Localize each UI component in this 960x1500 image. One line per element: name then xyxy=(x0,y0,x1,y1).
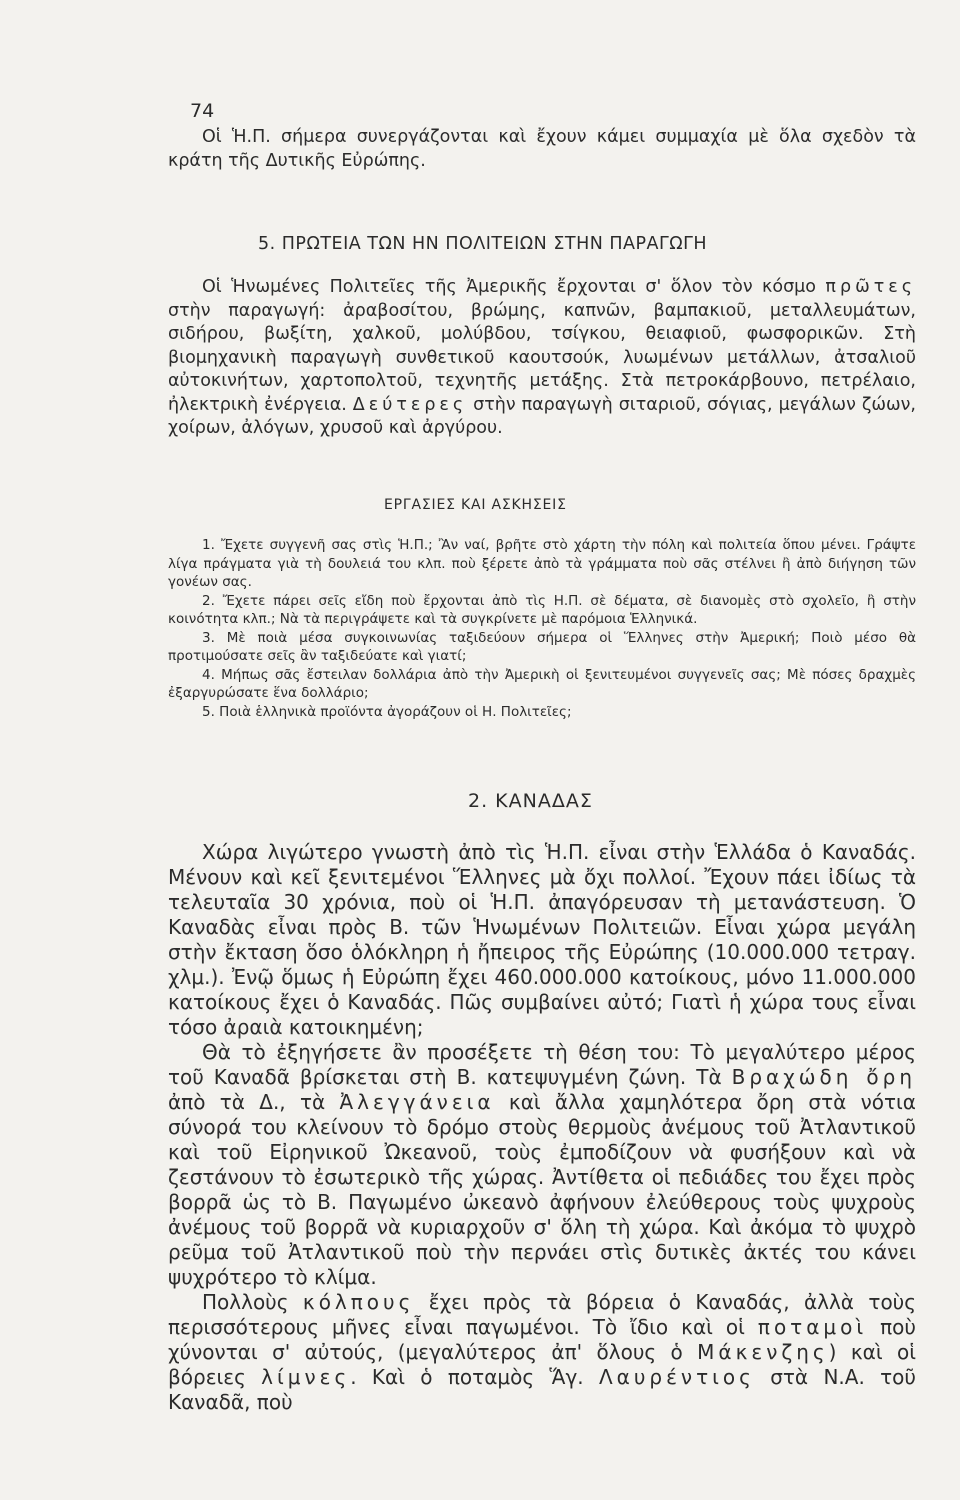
text-run: Οἱ Ἡνωμένες Πολιτεῖες τῆς Ἀμερικῆς ἔρχονται σ' ὅλον τὸν κόσμο xyxy=(202,277,826,297)
text-run: ποὺ χύνονται σ' αὐτούς, (μεγαλύτερος ἀπ' ὅλους ὁ xyxy=(168,1315,916,1364)
exercises-title: ΕΡΓΑΣΙΕΣ ΚΑΙ ΑΣΚΗΣΕΙΣ xyxy=(384,497,567,513)
emphasis-spaced: λίμνες xyxy=(261,1365,351,1389)
exercise-item: 3. Μὲ ποιὰ μέσα συγκοινωνίας ταξιδεύουν σήμερα οἱ Ἕλληνες στὴν Ἀμερική; Ποιὸ μέσο θὰ προτιμούσατε σεῖς ἂν ταξιδεύατε καὶ γιατί; xyxy=(168,629,916,664)
section-5-paragraph xyxy=(168,276,916,441)
text-run: ) καὶ οἱ βόρειες xyxy=(168,1340,916,1389)
exercises-list xyxy=(168,536,916,721)
intro-block xyxy=(168,126,916,173)
text-run: . Καὶ ὁ ποταμὸς Ἅγ. xyxy=(350,1365,599,1389)
emphasis-spaced: κόλπους xyxy=(302,1290,415,1314)
emphasis-spaced: Δεύτερες xyxy=(352,394,468,415)
chapter-paragraph-1: Χώρα λιγώτερο γνωστὴ ἀπὸ τὶς Ἡ.Π. εἶναι στὴν Ἑλλάδα ὁ Καναδάς. Μένουν καὶ κεῖ ξενιτεμένοι Ἕλληνες μὰ ὄχι πολλοί. Ἔχουν πάει ἰδίως τὰ τελευταῖα 30 χρόνια, ποὺ οἱ Ἡ.Π. ἀπαγόρευσαν τὴ μετανάστευση. Ὁ Καναδὰς εἶναι πρὸς Β. τῶν Ἡνωμένων Πολιτειῶν. Εἶναι χώρα μεγάλη στὴν ἔκταση ὅσο ὁλόκληρη ἡ ἤπειρος τῆς Εὐρώπης (10.000.000 τετραγ. χλμ.). Ἐνῷ ὅμως ἡ Εὐρώπη ἔχει 460.000.000 κατοίκους, μόνο 11.000.000 κατοίκους ἔχει ὁ Καναδάς. Πῶς συμβαίνει αὐτό; Γιατὶ ἡ χώρα τους εἶναι τόσο ἀραιὰ κατοικημένη; xyxy=(168,840,916,1039)
emphasis-spaced: πρῶτες xyxy=(825,277,916,297)
emphasis-spaced: Βραχώδη ὄρη xyxy=(731,1065,916,1089)
emphasis-spaced: Λαυρέντιος xyxy=(598,1365,755,1389)
chapter-paragraph-2 xyxy=(168,1040,916,1290)
emphasis-spaced: Μάκενζης xyxy=(697,1340,829,1364)
chapter-body xyxy=(168,840,916,1415)
text-run: στὰ Ν.Α. τοῦ Καναδᾶ, ποὺ xyxy=(168,1365,916,1414)
text-run: ἔχει πρὸς τὰ βόρεια ὁ Καναδάς, ἀλλὰ τοὺς περισσότερους μῆνες εἶναι παγωμένοι. Τὸ ἴδιο καὶ οἱ xyxy=(168,1290,916,1339)
text-run: ἀπὸ τὰ Δ., τὰ xyxy=(168,1090,340,1114)
text-run: στὴν παραγωγή: ἀραβοσίτου, βρώμης, καπνῶν, βαμπακιοῦ, μεταλλευμάτων, σιδήρου, βωξίτη, χαλκοῦ, μολύβδου, τσίγκου, θειαφιοῦ, φωσφορικῶν. Στὴ βιομηχανικὴ παραγωγὴ συνθετικοῦ καουτσούκ, λυωμένων μετάλλων, ἀτσαλιοῦ αὐτοκινήτων, χαρτοπολτοῦ, τεχνητῆς μετάξης. Στὰ πετροκάρβουνο, πετρέλαιο, ἠλεκτρικὴ ἐνέργεια. xyxy=(168,300,916,415)
exercise-item: 4. Μήπως σᾶς ἔστειλαν δολλάρια ἀπὸ τὴν Ἀμερικὴ οἱ ξενιτευμένοι συγγενεῖς σας; Μὲ πόσες δραχμὲς ἐξαργυρώσατε ἕνα δολλάριο; xyxy=(168,666,916,701)
exercise-item: 2. Ἔχετε πάρει σεῖς εἴδη ποὺ ἔρχονται ἀπὸ τὶς Η.Π. σὲ δέματα, σὲ διανομὲς στὸ σχολεῖο, ἢ στὴν κοινότητα κλπ.; Νὰ τὰ περιγράψετε καὶ τὰ συγκρίνετε μὲ παρόμοια Ἑλληνικά. xyxy=(168,592,916,627)
exercise-item: 1. Ἔχετε συγγενῆ σας στὶς Ἡ.Π.; Ἂν ναί, βρῆτε στὸ χάρτη τὴν πόλη καὶ πολιτεία ὅπου μένει. Γράψτε λίγα πράγματα γιὰ τὴ δουλειά του κλπ. ποὺ ξέρετε ἀπὸ τὰ γράμματα ποὺ σᾶς στέλνει ἢ ἀπὸ διήγηση τῶν γονέων σας. xyxy=(168,537,916,590)
emphasis-spaced: ποταμοὶ xyxy=(757,1315,868,1339)
text-run: στὴν παραγωγὴ σιταριοῦ, σόγιας, μεγάλων ζώων, χοίρων, ἀλόγων, χρυσοῦ καὶ ἀργύρου. xyxy=(168,394,916,438)
text-run: καὶ ἄλλα χαμηλότερα ὄρη στὰ νότια σύνορά του κλείνουν τὸ δρόμο στοὺς θερμοὺς ἀνέμους τοῦ Ἀτλαντικοῦ καὶ τοῦ Εἰρηνικοῦ Ὠκεανοῦ, τοὺς ἐμποδίζουν νὰ φυσήξουν καὶ νὰ ζεστάνουν τὸ ἐσωτερικὸ τῆς χώρας. Ἀντίθετα οἱ πεδιάδες του ἔχει πρὸς βορρᾶ ὡς τὸ Β. Παγωμένο ὠκεανὸ ἀφήνουν ἐλεύθερους τοὺς ψυχροὺς ἀνέμους τοῦ βορρᾶ νὰ κυριαρχοῦν σ' ὅλη τὴ χώρα. Καὶ ἀκόμα τὸ ψυχρὸ ρεῦμα τοῦ Ἀτλαντικοῦ ποὺ τὴν περνάει στὶς δυτικὲς ἀκτές του κάνει ψυχρότερο τὸ κλίμα. xyxy=(168,1090,916,1289)
chapter-paragraph-3 xyxy=(168,1290,916,1415)
intro-paragraph: Οἱ Ἡ.Π. σήμερα συνεργάζονται καὶ ἔχουν κάμει συμμαχία μὲ ὅλα σχεδὸν τὰ κράτη τῆς Δυτικῆς Εὐρώπης. xyxy=(168,127,916,171)
text-run: Θὰ τὸ ἐξηγήσετε ἂν προσέξετε τὴ θέση του: Τὸ μεγαλύτερο μέρος τοῦ Καναδᾶ βρίσκεται στὴ Β. κατεψυγμένη ζώνη. Τὰ xyxy=(168,1040,916,1089)
chapter-title: 2. ΚΑΝΑΔΑΣ xyxy=(468,790,593,812)
section-5-title: 5. ΠΡΩΤΕΙΑ ΤΩΝ ΗΝ ΠΟΛΙΤΕΙΩΝ ΣΤΗΝ ΠΑΡΑΓΩΓΗ xyxy=(258,234,708,254)
section-5-block xyxy=(168,276,916,441)
exercise-item: 5. Ποιὰ ἑλληνικὰ προϊόντα ἀγοράζουν οἱ Η. Πολιτεῖες; xyxy=(202,703,572,720)
text-run: Πολλοὺς xyxy=(202,1290,303,1314)
page-number: 74 xyxy=(190,100,215,122)
emphasis-spaced: Ἀλεγγάνεια xyxy=(339,1090,495,1114)
